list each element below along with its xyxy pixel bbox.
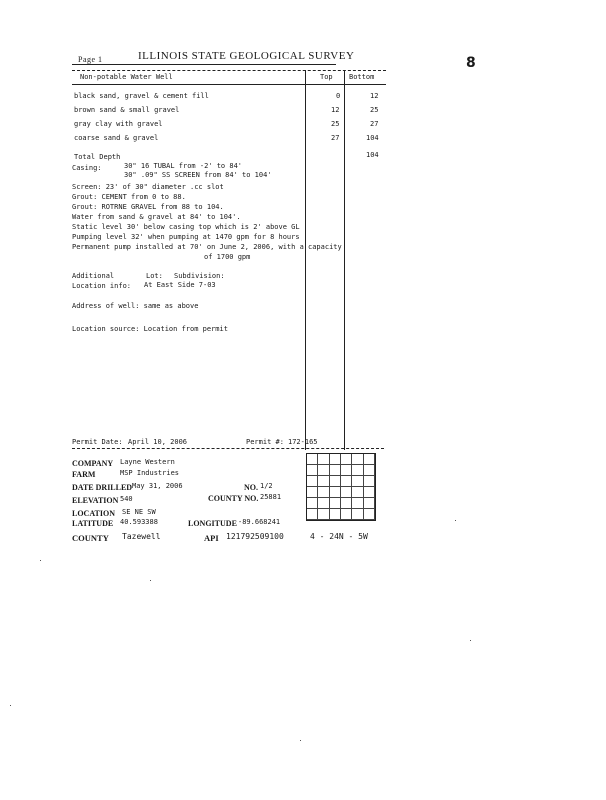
grout-note-1: Grout: CEMENT from 0 to 88. xyxy=(72,193,186,201)
casing-line-1: 30" 16 TUBAL from -2' to 84' xyxy=(124,162,243,170)
log-row-material: gray clay with gravel xyxy=(74,120,163,128)
casing-label: Casing: xyxy=(72,164,102,172)
col-top-header: Top xyxy=(320,73,333,81)
log-row-material: black sand, gravel & cement fill xyxy=(74,92,209,100)
permit-date-value: April 10, 2006 xyxy=(128,438,188,446)
log-row-material: coarse sand & gravel xyxy=(74,134,159,142)
grout-note-2: Grout: ROTRNE GRAVEL from 88 to 104. xyxy=(72,203,224,211)
date-drilled-label: DATE DRILLED xyxy=(72,483,133,492)
permit-number-value: 172-165 xyxy=(288,438,318,446)
location-label: LOCATION xyxy=(72,509,115,518)
total-depth-value: 104 xyxy=(366,151,379,159)
col-bottom-header: Bottom xyxy=(349,73,375,81)
latitude-value: 40.593388 xyxy=(120,518,158,526)
permit-rule xyxy=(72,448,384,449)
log-row-bottom: 12 xyxy=(370,92,379,100)
log-row-top: 0 xyxy=(336,92,341,100)
scan-speck xyxy=(470,640,471,641)
latitude-label: LATITUDE xyxy=(72,519,114,528)
scan-speck xyxy=(455,520,456,521)
farm-value: MSP Industries xyxy=(120,469,180,477)
well-no-label: NO. xyxy=(244,483,258,492)
county-no-label: COUNTY NO. xyxy=(208,494,259,503)
log-row-top: 27 xyxy=(331,134,340,142)
scan-speck xyxy=(10,705,11,706)
scan-speck xyxy=(40,560,41,561)
pump-note-1: Permanent pump installed at 70' on June 2, 2006, with a capacity xyxy=(72,243,342,251)
elevation-label: ELEVATION xyxy=(72,496,119,505)
api-label: API xyxy=(204,533,219,543)
pump-note-2: of 1700 gpm xyxy=(204,253,251,261)
lot-label: Lot: xyxy=(146,272,163,280)
well-no-value: 1/2 xyxy=(260,482,273,490)
log-row-bottom: 25 xyxy=(370,106,379,114)
longitude-value: -89.668241 xyxy=(238,518,281,526)
table-title: Non-potable Water Well xyxy=(80,73,173,81)
table-header-rule xyxy=(72,84,386,85)
agency-title: ILLINOIS STATE GEOLOGICAL SURVEY xyxy=(138,50,355,62)
longitude-label: LONGITUDE xyxy=(188,519,237,528)
county-label: COUNTY xyxy=(72,533,109,543)
lot-detail: At East Side 7-03 xyxy=(144,281,216,289)
county-value: Tazewell xyxy=(122,532,161,541)
scan-speck xyxy=(300,740,301,741)
casing-line-2: 30" .09" SS SCREEN from 84' to 104' xyxy=(124,171,272,179)
location-value: SE NE SW xyxy=(122,508,156,516)
section-grid xyxy=(306,453,376,521)
farm-label: FARM xyxy=(72,470,96,479)
address-note: Address of well: same as above xyxy=(72,302,199,310)
api-value: 121792509100 xyxy=(226,532,284,541)
total-depth-label: Total Depth xyxy=(74,153,121,161)
static-level-note: Static level 30' below casing top which is 2' above GL xyxy=(72,223,300,231)
scan-speck xyxy=(150,580,151,581)
screen-note: Screen: 23' of 30" diameter .cc slot xyxy=(72,183,224,191)
location-info-label: Location info: xyxy=(72,282,132,290)
header-rule xyxy=(72,64,336,65)
log-row-material: brown sand & small gravel xyxy=(74,106,180,114)
elevation-value: 540 xyxy=(120,495,133,503)
date-drilled-value: May 31, 2006 xyxy=(132,482,183,490)
county-no-value: 25881 xyxy=(260,493,282,501)
col-divider-1 xyxy=(305,70,306,450)
water-from-note: Water from sand & gravel at 84' to 104'. xyxy=(72,213,241,221)
pumping-level-note: Pumping level 32' when pumping at 1470 gpm for 8 hours xyxy=(72,233,300,241)
log-row-top: 12 xyxy=(331,106,340,114)
permit-date-label: Permit Date: xyxy=(72,438,123,446)
permit-number-label: Permit #: xyxy=(246,438,284,446)
township-range-value: 4 - 24N - 5W xyxy=(310,532,368,541)
log-row-bottom: 27 xyxy=(370,120,379,128)
page-number: 8 xyxy=(466,55,476,71)
additional-label: Additional xyxy=(72,272,115,280)
log-row-bottom: 104 xyxy=(366,134,379,142)
company-value: Layne Western xyxy=(120,458,175,466)
log-row-top: 25 xyxy=(331,120,340,128)
location-source-note: Location source: Location from permit xyxy=(72,325,228,333)
col-divider-2 xyxy=(344,70,345,450)
company-label: COMPANY xyxy=(72,459,114,468)
subdivision-label: Subdivision: xyxy=(174,272,225,280)
table-top-rule xyxy=(72,70,386,71)
page-label: Page 1 xyxy=(78,55,103,64)
